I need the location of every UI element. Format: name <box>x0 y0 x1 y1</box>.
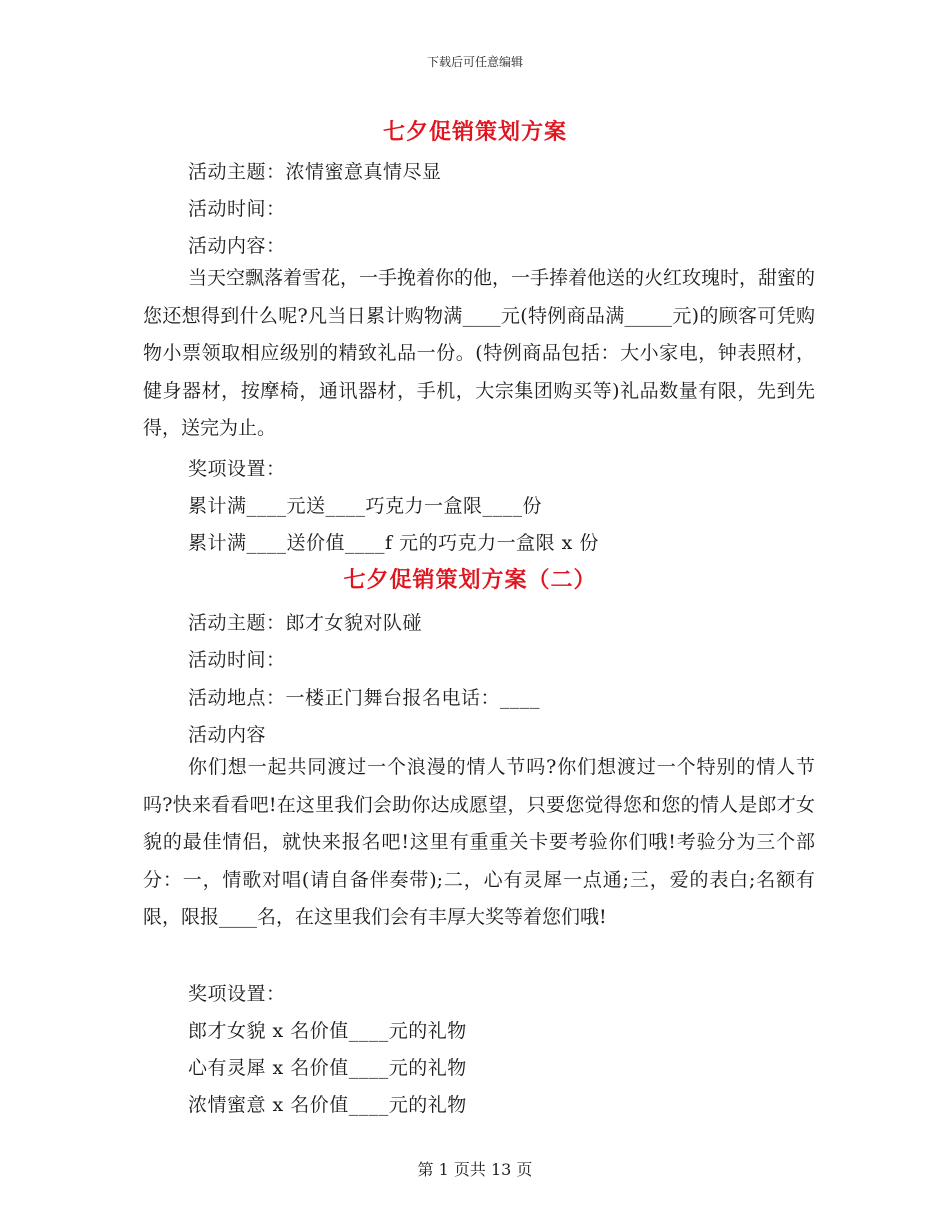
section1-time: 活动时间： <box>188 198 286 220</box>
section1-paragraph: 当天空飘落着雪花，一手挽着你的他，一手捧着他送的火红玫瑰时，甜蜜的您还想得到什么呢?凡当日累计购物满____元(特例商品满_____元)的顾客可凭购物小票领取相应级别的精致礼品一份。(特例商品包括：大小家电，钟表照材，健身器材，按摩椅，通讯器材，手机，大宗集团购买等)礼品数量有限，先到先得，送完为止。 <box>143 267 816 439</box>
section2-content-label: 活动内容 <box>188 724 267 746</box>
section1-prize-2: 累计满____送价值____f 元的巧克力一盒限 x 份 <box>188 532 599 554</box>
section2-paragraph: 你们想一起共同渡过一个浪漫的情人节吗?你们想渡过一个特别的情人节吗?快来看看吧!在这里我们会助你达成愿望，只要您觉得您和您的情人是郎才女貌的最佳情侣，就快来报名吧!这里有重重关卡要考验你们哦!考验分为三个部分：一，情歌对唱(请自备伴奏带);二，心有灵犀一点通;三，爱的表白;名额有限，限报____名，在这里我们会有丰厚大奖等着您们哦! <box>143 756 815 928</box>
section1-content-label: 活动内容： <box>188 235 286 257</box>
section1-prize-1: 累计满____元送____巧克力一盒限____份 <box>188 495 543 517</box>
section2-time: 活动时间： <box>188 649 286 671</box>
section2-prize-label: 奖项设置： <box>188 983 286 1005</box>
section1-prize-label: 奖项设置： <box>188 458 286 480</box>
section1-title: 七夕促销策划方案 <box>382 119 567 145</box>
section1-theme: 活动主题：浓情蜜意真情尽显 <box>188 161 442 183</box>
section2-theme: 活动主题：郎才女貌对队碰 <box>188 612 423 634</box>
section2-prize-3: 浓情蜜意 x 名价值____元的礼物 <box>188 1094 467 1116</box>
section2-prize-2: 心有灵犀 x 名价值____元的礼物 <box>188 1057 467 1079</box>
section2-location: 活动地点：一楼正门舞台报名电话：____ <box>188 687 541 709</box>
section2-title: 七夕促销策划方案（二） <box>343 567 597 593</box>
page-number-footer: 第 1 页共 13 页 <box>417 1160 533 1179</box>
section2-prize-1: 郎才女貌 x 名价值____元的礼物 <box>188 1020 467 1042</box>
page-header-note: 下载后可任意编辑 <box>426 55 523 69</box>
